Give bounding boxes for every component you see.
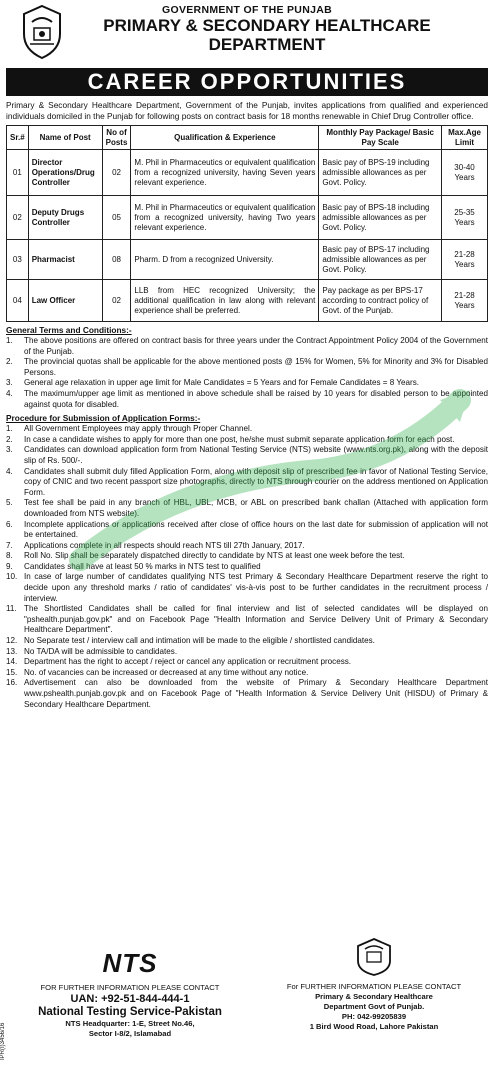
department-contact-block: [256, 935, 492, 1032]
item-text: Candidates shall have at least 50 % marks in NTS test to qualified: [24, 561, 261, 571]
procedure-list: [6, 424, 488, 710]
nts-org-name: National Testing Service-Pakistan: [38, 1006, 222, 1018]
cell-count: 02: [102, 280, 131, 322]
cell-qualification: M. Phil in Pharmaceutics or equivalent qualification from a recognized university, having Two years relevant experience.: [131, 196, 319, 240]
list-item: [6, 572, 488, 604]
cell-sr: 04: [7, 280, 29, 322]
item-number: 13.: [6, 646, 18, 656]
cell-pay: Basic pay of BPS-19 including admissible allowances as per Govt. Policy.: [319, 150, 442, 196]
list-item: [6, 520, 488, 541]
item-number: 11.: [6, 604, 17, 614]
item-number: 7.: [6, 540, 13, 550]
item-text: Advertisement can also be downloaded from the website of Primary & Secondary Healthcare Department www.pshealth.punjab.gov.pk and on Facebook Page of "Health Information & Service Delivery Unit (HISDU) of Primary & Secondary Healthcare Department.: [24, 678, 488, 709]
cell-age: 30-40 Years: [442, 150, 488, 196]
dept-address: 1 Bird Wood Road, Lahore Pakistan: [309, 1022, 439, 1031]
procedure-title: Procedure for Submission of Application Forms:-: [6, 413, 201, 424]
dept-line1: Primary & Secondary Healthcare: [315, 992, 433, 1001]
item-text: The maximum/upper age limit as mentioned in above schedule shall be raised by 10 years for disabled person to be appointed against quota for disabled.: [24, 388, 488, 409]
list-item: [6, 378, 488, 389]
item-number: 3.: [6, 445, 13, 455]
list-item: [6, 336, 488, 357]
item-text: General age relaxation in upper age limit for Male Candidates = 5 Years and for Female Candidates = 8 Years.: [24, 378, 420, 388]
cell-count: 08: [102, 240, 131, 280]
cell-age: 21-28 Years: [442, 280, 488, 322]
item-text: The Shortlisted Candidates shall be called for final interview and list of selected candidates will be displayed on "pshealth.punjab.gov.pk" and on Facebook Page "Health Information and Service Delivery Unit of Primary & Secondary Healthcare Department".: [24, 604, 488, 635]
terms-list: [6, 336, 488, 410]
item-number: 12.: [6, 636, 18, 646]
cell-pay: Basic pay of BPS-17 including admissible allowances as per Govt. Policy.: [319, 240, 442, 280]
cell-sr: 01: [7, 150, 29, 196]
career-banner: CAREER OPPORTUNITIES: [6, 68, 488, 96]
cell-qualification: LLB from HEC recognized University; the additional qualification in law along with relevant experience shall be preferred.: [131, 280, 319, 322]
item-text: Incomplete applications or applications received after close of office hours on the last date for submission of application will not be entertained.: [24, 519, 488, 540]
col-header-qualification: Qualification & Experience: [131, 126, 319, 150]
item-text: The above positions are offered on contract basis for three years under the Contract Appointment Policy 2004 of the Government of the Punjab.: [24, 336, 488, 356]
terms-title: General Terms and Conditions:-: [6, 325, 132, 335]
list-item: [6, 657, 488, 668]
list-item: [6, 389, 488, 410]
punjab-emblem-icon: [20, 4, 64, 60]
col-header-count: No of Posts: [102, 126, 131, 150]
table-row: [7, 280, 488, 322]
list-item: [6, 445, 488, 466]
nts-address-line2: Sector I-8/2, Islamabad: [88, 1029, 172, 1038]
col-header-sr: Sr.#: [7, 126, 29, 150]
item-number: 2.: [6, 357, 13, 367]
list-item: [6, 647, 488, 658]
cell-pay: Pay package as per BPS-17 according to contract policy of Govt. of the Punjab.: [319, 280, 442, 322]
list-item: [6, 678, 488, 710]
item-number: 15.: [6, 667, 18, 677]
col-header-post: Name of Post: [28, 126, 102, 150]
cell-age: 21-28 Years: [442, 240, 488, 280]
cell-post: Deputy Drugs Controller: [28, 196, 102, 240]
list-item: [6, 562, 488, 573]
item-text: In case of large number of candidates qualifying NTS test Primary & Secondary Healthcare Department reserve the right to decide upon any threshold marks / ratio of candidates' vis-à-vis post to be further candidates in the recruitment process / interview.: [24, 572, 488, 603]
item-number: 2.: [6, 434, 13, 444]
col-header-pay: Monthly Pay Package/ Basic Pay Scale: [319, 126, 442, 150]
table-row: [7, 150, 488, 196]
cell-post: Pharmacist: [28, 240, 102, 280]
dept-contact-label: For FURTHER INFORMATION PLEASE CONTACT: [286, 982, 462, 991]
table-row: [7, 196, 488, 240]
list-item: [6, 636, 488, 647]
item-text: The provincial quotas shall be applicable for the above mentioned posts @ 15% for Women, 5% for Minority and 3% for Disabled Persons.: [24, 357, 488, 377]
item-text: In case a candidate wishes to apply for more than one post, he/she must submit separate application form for each post.: [24, 434, 455, 444]
cell-age: 25-35 Years: [442, 196, 488, 240]
nts-address-line1: NTS Headquarter: 1-E, Street No.46,: [65, 1019, 195, 1028]
cell-sr: 03: [7, 240, 29, 280]
cell-qualification: Pharm. D from a recognized University.: [131, 240, 319, 280]
nts-contact-label: FOR FURTHER INFORMATION PLEASE CONTACT: [40, 983, 220, 992]
item-number: 3.: [6, 378, 13, 388]
government-title: GOVERNMENT OF THE PUNJAB: [162, 4, 332, 16]
item-number: 4.: [6, 466, 13, 476]
list-item: [6, 467, 488, 499]
list-item: [6, 357, 488, 378]
department-title-line1: PRIMARY & SECONDARY HEALTHCARE: [103, 16, 431, 35]
table-row: [7, 240, 488, 280]
cell-sr: 02: [7, 196, 29, 240]
posts-table: [6, 125, 488, 322]
item-number: 6.: [6, 519, 13, 529]
cell-count: 05: [102, 196, 131, 240]
list-item: [6, 435, 488, 446]
intro-paragraph: Primary & Secondary Healthcare Department, Government of the Punjab, invites applications from qualified and experienced individuals domiciled in the Punjab for following posts on contract basis for 18 months renewable in Chief Drug Controller office.: [6, 100, 488, 121]
item-text: No. of vacancies can be increased or decreased at any time without any notice.: [24, 667, 309, 677]
item-number: 16.: [6, 678, 18, 688]
item-text: No TA/DA will be admissible to candidates.: [24, 646, 178, 656]
item-number: 1.: [6, 336, 13, 345]
side-code: IPR(I)3456/16: [0, 1022, 6, 1060]
item-text: Roll No. Slip shall be separately dispatched directly to candidate by NTS at least one week before the test.: [24, 551, 405, 561]
item-number: 14.: [6, 657, 18, 667]
cell-qualification: M. Phil in Pharmaceutics or equivalent qualification from a recognized university, having Seven years relevant experience.: [131, 150, 319, 196]
list-item: [6, 498, 488, 519]
list-item: [6, 668, 488, 679]
item-text: All Government Employees may apply through Proper Channel.: [24, 424, 253, 434]
department-title-line2: DEPARTMENT: [208, 35, 326, 54]
punjab-seal-icon: [354, 937, 394, 977]
item-text: Department has the right to accept / reject or cancel any application or recruitment process.: [24, 657, 352, 667]
cell-post: Law Officer: [28, 280, 102, 322]
item-number: 4.: [6, 388, 13, 398]
nts-logo: NTS: [102, 948, 158, 978]
item-number: 10.: [6, 572, 18, 582]
item-number: 8.: [6, 551, 13, 561]
item-text: Test fee shall be paid in any branch of HBL, UBL, MCB, or ABL on prescribed bank challan (Attached with application form downloaded from NTS website).: [24, 498, 488, 518]
item-text: Applications complete in all respects should reach NTS till 27th January, 2017.: [24, 540, 305, 550]
list-item: [6, 424, 488, 435]
footer: [6, 935, 488, 1063]
table-header-row: [7, 126, 488, 150]
item-number: 1.: [6, 424, 13, 434]
item-number: 9.: [6, 561, 13, 571]
list-item: [6, 551, 488, 562]
item-text: Candidates can download application form from National Testing Service (NTS) website (www.nts.org.pk), along with the deposit slip of Rs. 500/-.: [24, 445, 488, 465]
item-text: No Separate test / interview call and intimation will be made to the eligible / shortlisted candidates.: [24, 636, 375, 646]
item-number: 5.: [6, 498, 13, 508]
list-item: [6, 604, 488, 636]
cell-post: Director Operations/Drug Controller: [28, 150, 102, 196]
list-item: [6, 541, 488, 552]
nts-uan: UAN: +92-51-844-444-1: [70, 993, 190, 1005]
dept-line2: Department Govt of Punjab.: [323, 1002, 425, 1011]
nts-contact-block: [20, 935, 240, 1039]
cell-count: 02: [102, 150, 131, 196]
col-header-age: Max.Age Limit: [442, 126, 488, 150]
dept-phone: PH: 042-99205839: [341, 1012, 407, 1021]
header: [6, 0, 488, 66]
item-text: Candidates shall submit duly filled Application Form, along with deposit slip of prescribed fee in favor of National Testing Service, copy of CNIC and two recent passport size photographs, directly to NTS through courier on the address mentioned on Application Form.: [24, 466, 488, 497]
cell-pay: Basic pay of BPS-18 including admissible allowances as per Govt. Policy.: [319, 196, 442, 240]
